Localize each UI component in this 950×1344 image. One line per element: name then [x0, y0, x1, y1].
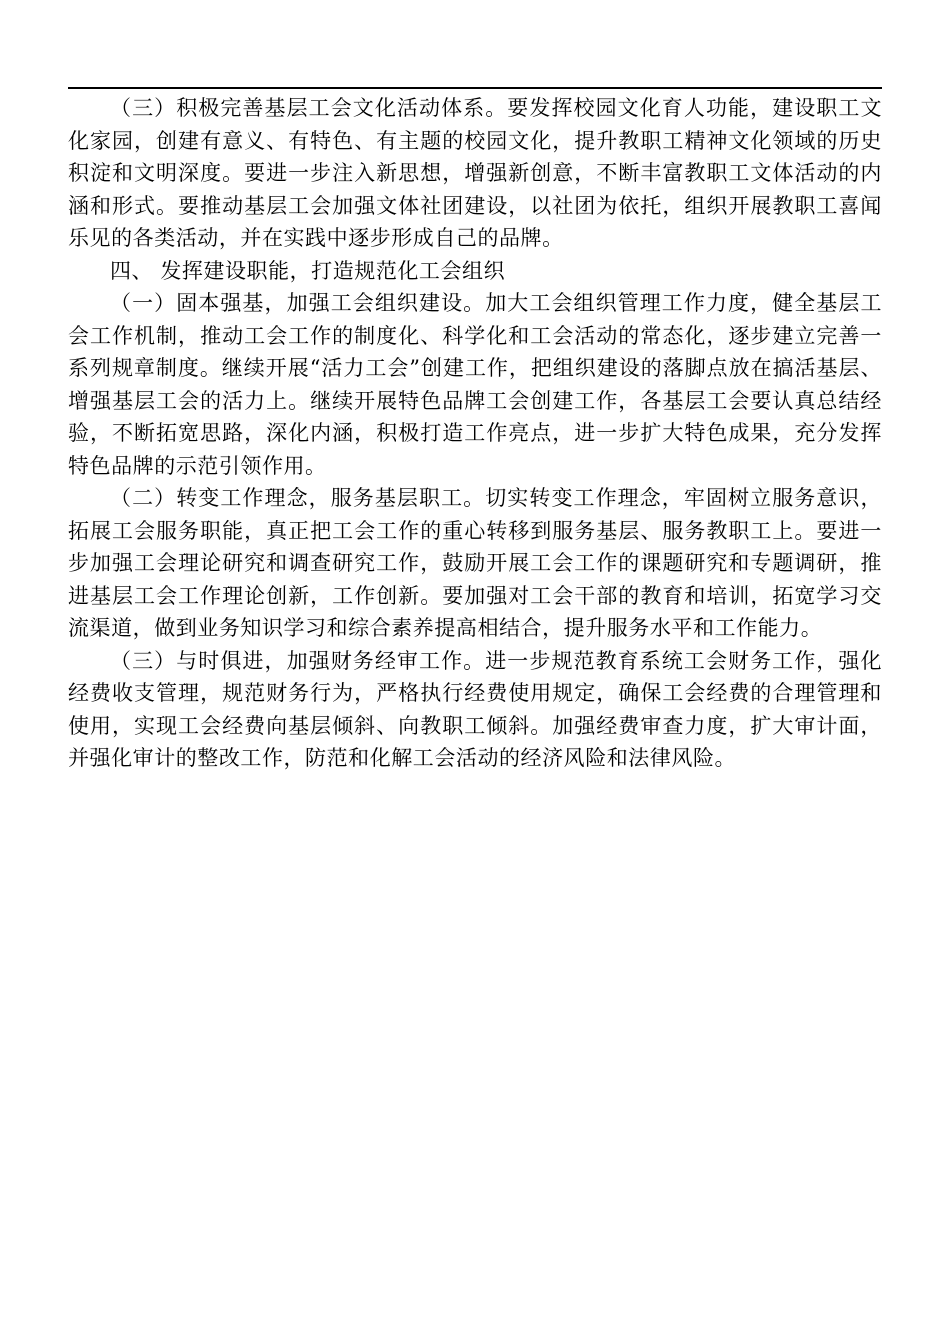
blank-page-area	[0, 900, 950, 1344]
header-rule	[68, 87, 882, 89]
section-heading-four: 四、 发挥建设职能，打造规范化工会组织	[110, 258, 506, 283]
document-body	[68, 92, 882, 775]
paragraph-cultural-activities: （三）积极完善基层工会文化活动体系。要发挥校园文化育人功能，建设职工文化家园，创建有意义、有特色、有主题的校园文化，提升教职工精神文化领域的历史积淀和文明深度。要进一步注入新思想，增强新创意，不断丰富教职工文体活动的内涵和形式。要推动基层工会加强文体社团建设，以社团为依托，组织开展教职工喜闻乐见的各类活动，并在实践中逐步形成自己的品牌。	[68, 96, 882, 250]
paragraph-service-concept: （二）转变工作理念，服务基层职工。切实转变工作理念，牢固树立服务意识，拓展工会服务职能，真正把工会工作的重心转移到服务基层、服务教职工上。要进一步加强工会理论研究和调查研究工作，鼓励开展工会工作的课题研究和专题调研，推进基层工会工作理论创新，工作创新。要加强对工会干部的教育和培训，拓宽学习交流渠道，做到业务知识学习和综合素养提高相结合，提升服务水平和工作能力。	[68, 486, 882, 640]
paragraph-finance-audit: （三）与时俱进，加强财务经审工作。进一步规范教育系统工会财务工作，强化经费收支管理，规范财务行为，严格执行经费使用规定，确保工会经费的合理管理和使用，实现工会经费向基层倾斜、向教职工倾斜。加强经费审查力度，扩大审计面，并强化审计的整改工作，防范和化解工会活动的经济风险和法律风险。	[68, 648, 882, 770]
paragraph-organization-building: （一）固本强基，加强工会组织建设。加大工会组织管理工作力度，健全基层工会工作机制，推动工会工作的制度化、科学化和工会活动的常态化，逐步建立完善一系列规章制度。继续开展“活力工会”创建工作，把组织建设的落脚点放在搞活基层、增强基层工会的活力上。继续开展特色品牌工会创建工作，各基层工会要认真总结经验，不断拓宽思路，深化内涵，积极打造工作亮点，进一步扩大特色成果，充分发挥特色品牌的示范引领作用。	[68, 291, 882, 478]
